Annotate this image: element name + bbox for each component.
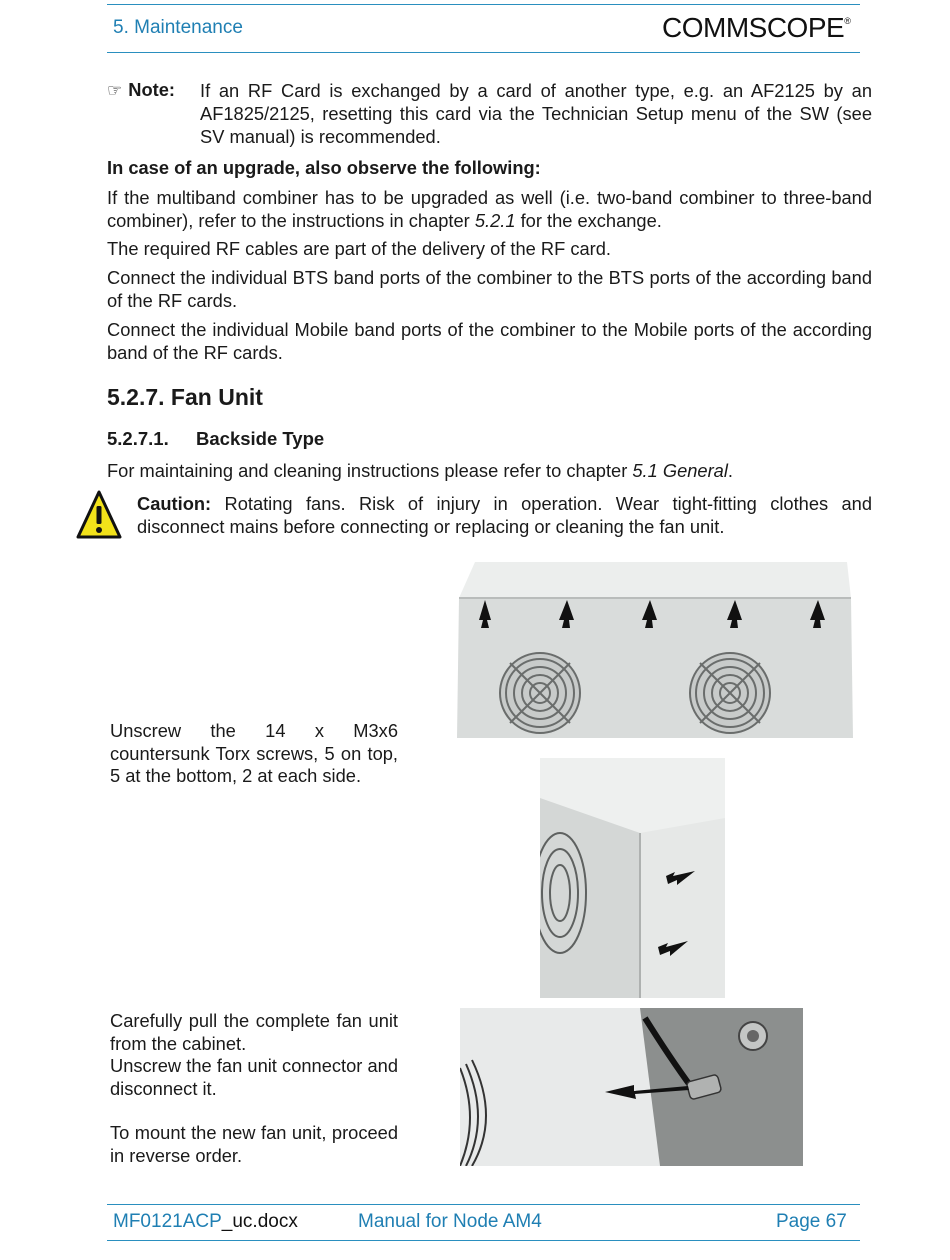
- upgrade-paragraph-2: The required RF cables are part of the delivery of the RF card.: [107, 238, 611, 259]
- header-section-title: 5. Maintenance: [113, 17, 243, 38]
- note-text: If an RF Card is exchanged by a card of another type, e.g. an AF2125 by an AF1825/2125, resetting this card via the Technician Setup menu of the SW (see SV manual) is recommended.: [200, 80, 872, 147]
- footer-top-rule: [107, 1204, 860, 1205]
- step-disconnect-connector: Unscrew the fan unit connector and disconnect it.: [110, 1055, 398, 1099]
- footer-doc-name: MF0121ACP_uc.docx: [113, 1211, 298, 1232]
- caution-text: Caution: Rotating fans. Risk of injury in operation. Wear tight-fitting clothes and disconnect mains before connecting or replacing or cleaning the fan unit.: [137, 493, 872, 537]
- pointing-hand-icon: ☞: [107, 81, 123, 100]
- step-unscrew-screws: Unscrew the 14 x M3x6 countersunk Torx screws, 5 on top, 5 at the bottom, 2 at each side.: [110, 720, 398, 786]
- upgrade-paragraph-1: If the multiband combiner has to be upgraded as well (i.e. two-band combiner to three-band combiner), refer to the instructions in chapter 5.2.1 for the exchange.: [107, 187, 872, 231]
- step-pull-fan-unit: Carefully pull the complete fan unit from the cabinet.: [110, 1010, 398, 1054]
- upgrade-paragraph-4: Connect the individual Mobile band ports of the combiner to the Mobile ports of the according band of the RF cards.: [107, 319, 872, 363]
- maintenance-reference: For maintaining and cleaning instructions please refer to chapter 5.1 General.: [107, 460, 733, 481]
- note-label: ☞ Note:: [107, 79, 175, 100]
- header-bottom-rule: [107, 52, 860, 53]
- fan-unit-top-photo: [455, 560, 853, 740]
- footer-manual-title: Manual for Node AM4: [358, 1211, 542, 1232]
- section-heading: 5.2.7. Fan Unit: [107, 384, 263, 410]
- footer-bottom-rule: [107, 1240, 860, 1241]
- upgrade-heading: In case of an upgrade, also observe the following:: [107, 157, 541, 178]
- header-top-rule: [107, 4, 860, 5]
- chapter-ref-link[interactable]: 5.2.1: [474, 209, 516, 231]
- commscope-logo: COMMSCOPE®: [662, 12, 851, 43]
- upgrade-paragraph-3: Connect the individual BTS band ports of the combiner to the BTS ports of the according band of the RF cards.: [107, 267, 872, 311]
- general-chapter-link[interactable]: 5.1 General: [632, 460, 728, 481]
- subsection-heading: 5.2.7.1. Backside Type: [107, 428, 325, 449]
- footer-page-number: Page 67: [776, 1211, 847, 1232]
- fan-connector-photo: [460, 1008, 803, 1166]
- fan-unit-side-photo: [540, 758, 725, 998]
- warning-triangle-icon: [76, 489, 122, 541]
- step-mount-reverse: To mount the new fan unit, proceed in reverse order.: [110, 1122, 398, 1166]
